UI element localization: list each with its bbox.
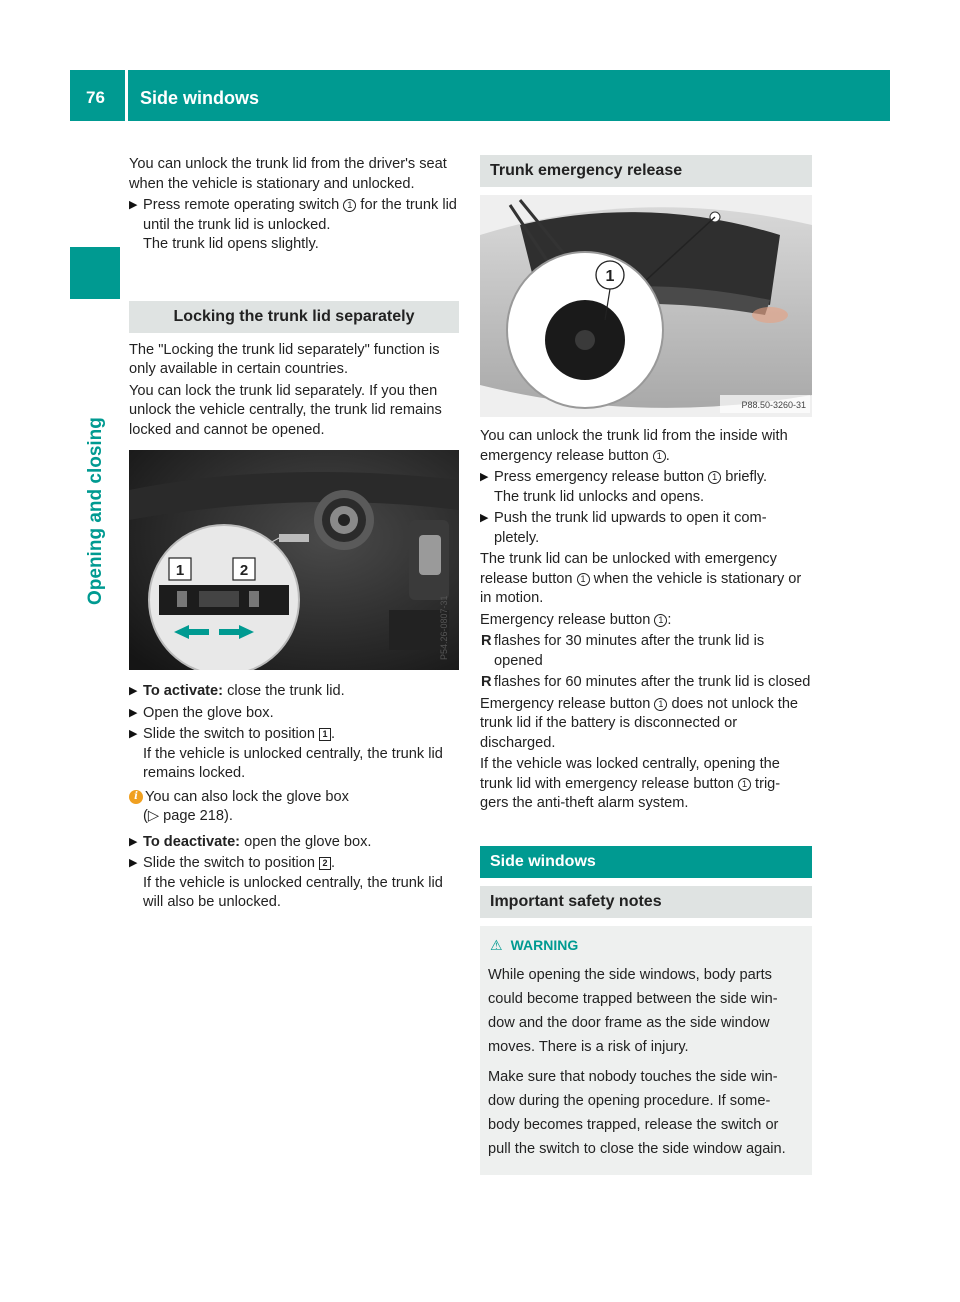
para-text: . [665, 447, 670, 464]
step-text: Press emergency release button [494, 469, 709, 485]
emergency-para-5 [480, 755, 812, 814]
warning-para-1: While opening the side windows, body parts could become trapped between the side win- dow and the door frame as the side window moves. There is a risk of injury. [488, 967, 778, 1055]
para-text: Emergency release button [480, 695, 655, 712]
bullet-icon: R [481, 633, 492, 649]
info-icon: i [129, 790, 143, 804]
step-text: Slide the switch to position [143, 855, 320, 871]
list-item [480, 673, 812, 693]
left-column [129, 155, 459, 915]
step-arrow-icon: ▶ [129, 706, 138, 719]
info-ref[interactable]: page 218). [159, 808, 233, 824]
para-text: when the vehicle is stationary or in motion. [480, 570, 802, 606]
callout-2-text: 2 [239, 562, 249, 579]
warning-header [488, 936, 804, 956]
trunk-release-photo [480, 195, 812, 417]
para-text: If the vehicle was locked centrally, opening the trunk lid with emergency release button [480, 756, 780, 792]
callout-1-icon: 1 [343, 199, 356, 212]
list-item-text: flashes for 30 minutes after the trunk lid is opened [494, 633, 765, 669]
step-open-glovebox [129, 704, 459, 724]
callout-1-text: 1 [175, 562, 185, 579]
step-slide-position-1 [129, 725, 459, 784]
warning-box [480, 926, 812, 1176]
step-activate [129, 682, 459, 702]
para-text: does not unlock the trunk lid if the battery is disconnected or discharged. [480, 695, 799, 751]
step-arrow-icon: ▶ [480, 471, 489, 483]
list-item-text: flashes for 60 minutes after the trunk lid is closed [494, 674, 811, 690]
step-text: Push the trunk lid upwards to open it com- pletely. [494, 510, 767, 546]
image-reference-code: P54.26-0807-31 [439, 595, 449, 660]
step-arrow-icon: ▶ [129, 199, 138, 211]
step-text: for the trunk lid until the trunk lid is unlocked. [143, 197, 457, 233]
step-arrow-icon: ▶ [129, 835, 138, 848]
step-arrow-icon: ▶ [129, 728, 138, 740]
callout-1-text: 1 [605, 268, 615, 285]
step-press-release [480, 468, 812, 507]
right-column [480, 155, 812, 1175]
step-arrow-icon: ▶ [129, 685, 138, 697]
step-text: Open the glove box. [143, 704, 274, 721]
para-text: You can unlock the trunk lid from the inside with emergency release button [480, 428, 788, 464]
callout-1-icon: 1 [738, 778, 751, 791]
page-title: Side windows [140, 88, 260, 108]
info-text: You can also lock the glove box [145, 788, 349, 805]
glovebox-illustration [129, 450, 459, 670]
emergency-para-1 [480, 427, 812, 466]
callout-1-icon: 1 [708, 471, 721, 484]
callout-1-icon: 1 [653, 450, 666, 463]
step-text: . [331, 726, 336, 742]
step-text: briefly. [721, 469, 768, 485]
step-push-trunk [480, 509, 812, 548]
locking-para-1: The "Locking the trunk lid separately" function is only available in certain countries. [129, 341, 440, 377]
page-ref-arrow-icon: ▷ [147, 808, 160, 824]
step-result: If the vehicle is unlocked centrally, the trunk lid will also be unlocked. [143, 874, 443, 910]
chapter-label [84, 417, 114, 905]
step-result: The trunk lid opens slightly. [143, 236, 319, 252]
step-text: open the glove box. [240, 833, 372, 850]
chapter-tab [70, 247, 120, 299]
section-trunk-emergency: Trunk emergency release [480, 155, 812, 187]
step-arrow-icon: ▶ [129, 857, 138, 869]
step-press-remote [129, 196, 459, 255]
info-note [129, 788, 459, 827]
section-side-windows: Side windows [480, 846, 812, 878]
step-slide-position-2 [129, 854, 459, 913]
step-label: To deactivate: [143, 833, 241, 850]
locking-para-2: You can lock the trunk lid separately. If you then unlock the vehicle centrally, the trunk lid remains locked and cannot be opened. [129, 382, 442, 438]
para-text: Emergency release button [480, 611, 655, 628]
bullet-icon: R [481, 674, 492, 690]
intro-paragraph: You can unlock the trunk lid from the driver's seat when the vehicle is stationary and unlocked. [129, 156, 447, 192]
chapter-label-text: Opening and closing [85, 417, 106, 605]
step-deactivate [129, 833, 459, 853]
info-ref: ( [143, 808, 148, 824]
warning-label: WARNING [510, 936, 579, 953]
image-reference-code: P88.50-3260-31 [741, 400, 806, 410]
step-text: Press remote operating switch [143, 197, 344, 213]
page-number: 76 [86, 88, 105, 107]
step-result: If the vehicle is unlocked centrally, the trunk lid remains locked. [143, 745, 443, 781]
callout-1-icon: 1 [654, 614, 667, 627]
callout-1-icon: 1 [654, 698, 667, 711]
para-text: The trunk lid can be unlocked with emergency release button [480, 551, 777, 587]
step-label: To activate: [143, 683, 224, 699]
warning-para-2: Make sure that nobody touches the side win- dow during the opening procedure. If some- body becomes trapped, release the switch or pull the switch to close the side window again. [488, 1069, 786, 1157]
step-result: The trunk lid unlocks and opens. [494, 488, 705, 505]
list-item [480, 632, 812, 671]
step-text: Slide the switch to position [143, 726, 320, 742]
para-text: trig- gers the anti-theft alarm system. [480, 775, 781, 811]
step-text: close the trunk lid. [223, 683, 345, 699]
emergency-para-2 [480, 550, 812, 609]
para-text: : [667, 611, 672, 628]
header-divider [125, 70, 128, 121]
position-1-icon: 1 [319, 728, 331, 741]
warning-triangle-icon: ⚠ [490, 936, 503, 953]
section-locking-trunk: Locking the trunk lid separately [129, 301, 459, 333]
glovebox-switch-photo [129, 450, 459, 670]
position-2-icon: 2 [319, 857, 331, 870]
emergency-para-4 [480, 695, 812, 754]
section-safety-notes: Important safety notes [480, 886, 812, 918]
step-arrow-icon: ▶ [480, 512, 489, 524]
trunk-illustration [480, 195, 812, 417]
step-text: . [331, 855, 336, 871]
emergency-para-3 [480, 611, 812, 631]
callout-1-icon: 1 [577, 573, 590, 586]
